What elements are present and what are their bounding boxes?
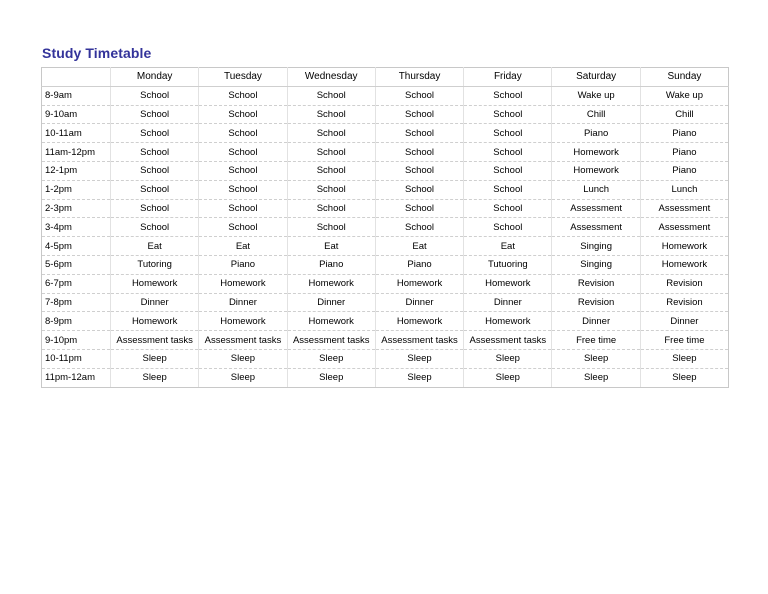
activity-cell: School [375,86,463,105]
activity-cell: Free time [552,331,640,350]
time-slot-cell: 3-4pm [42,218,111,237]
time-slot-cell: 10-11pm [42,349,111,368]
activity-cell: Sleep [375,349,463,368]
activity-cell: Lunch [640,180,728,199]
table-row [42,143,729,162]
time-slot-cell: 12-1pm [42,161,111,180]
activity-cell: Homework [552,161,640,180]
activity-cell: Dinner [464,293,552,312]
activity-cell: Piano [552,124,640,143]
activity-cell: School [287,105,375,124]
table-row [42,124,729,143]
activity-cell: School [111,180,199,199]
activity-cell: Dinner [199,293,287,312]
activity-cell: Dinner [640,312,728,331]
table-row [42,86,729,105]
activity-cell: Homework [464,274,552,293]
activity-cell: School [464,218,552,237]
activity-cell: School [375,218,463,237]
activity-cell: School [375,124,463,143]
activity-cell: Sleep [287,368,375,387]
activity-cell: Homework [375,274,463,293]
activity-cell: Homework [464,312,552,331]
activity-cell: Lunch [552,180,640,199]
activity-cell: Assessment [640,218,728,237]
activity-cell: Piano [199,255,287,274]
activity-cell: Sleep [375,368,463,387]
activity-cell: Homework [111,274,199,293]
activity-cell: Sleep [464,368,552,387]
activity-cell: Singing [552,237,640,256]
activity-cell: School [111,218,199,237]
activity-cell: School [375,143,463,162]
table-row [42,293,729,312]
activity-cell: Sleep [199,368,287,387]
activity-cell: Homework [640,255,728,274]
activity-cell: Eat [464,237,552,256]
table-row [42,180,729,199]
activity-cell: School [199,86,287,105]
activity-cell: Homework [375,312,463,331]
header-day-cell: Wednesday [287,68,375,87]
activity-cell: Assessment [552,199,640,218]
header-day-cell: Saturday [552,68,640,87]
activity-cell: Sleep [640,349,728,368]
activity-cell: School [464,143,552,162]
table-row [42,368,729,387]
activity-cell: Homework [199,274,287,293]
activity-cell: Piano [375,255,463,274]
header-day-cell: Tuesday [199,68,287,87]
activity-cell: Sleep [552,349,640,368]
table-row [42,237,729,256]
activity-cell: School [287,143,375,162]
activity-cell: Assessment tasks [199,331,287,350]
activity-cell: Chill [640,105,728,124]
activity-cell: School [287,199,375,218]
time-slot-cell: 9-10pm [42,331,111,350]
activity-cell: Piano [640,161,728,180]
activity-cell: School [199,199,287,218]
page-title: Study Timetable [42,45,152,61]
activity-cell: School [199,143,287,162]
activity-cell: Sleep [199,349,287,368]
activity-cell: Homework [111,312,199,331]
table-row [42,218,729,237]
activity-cell: Homework [552,143,640,162]
activity-cell: Eat [199,237,287,256]
time-slot-cell: 9-10am [42,105,111,124]
activity-cell: School [375,199,463,218]
activity-cell: School [464,86,552,105]
activity-cell: Tutoring [111,255,199,274]
header-day-cell: Sunday [640,68,728,87]
timetable [41,67,729,388]
activity-cell: Sleep [111,368,199,387]
time-slot-cell: 1-2pm [42,180,111,199]
table-row [42,349,729,368]
activity-cell: Eat [287,237,375,256]
activity-cell: Homework [287,274,375,293]
header-day-cell: Friday [464,68,552,87]
activity-cell: Revision [552,274,640,293]
activity-cell: School [199,105,287,124]
table-row [42,105,729,124]
activity-cell: Sleep [552,368,640,387]
activity-cell: Assessment tasks [375,331,463,350]
activity-cell: School [464,161,552,180]
activity-cell: School [199,161,287,180]
header-day-cell: Thursday [375,68,463,87]
activity-cell: School [111,86,199,105]
activity-cell: School [287,86,375,105]
activity-cell: Assessment tasks [287,331,375,350]
activity-cell: Dinner [287,293,375,312]
time-slot-cell: 2-3pm [42,199,111,218]
time-slot-cell: 8-9pm [42,312,111,331]
time-slot-cell: 4-5pm [42,237,111,256]
activity-cell: Assessment [552,218,640,237]
activity-cell: Assessment tasks [111,331,199,350]
activity-cell: School [287,124,375,143]
table-row [42,312,729,331]
activity-cell: School [199,218,287,237]
activity-cell: School [375,161,463,180]
time-slot-cell: 5-6pm [42,255,111,274]
time-slot-cell: 10-11am [42,124,111,143]
activity-cell: School [375,180,463,199]
activity-cell: Homework [640,237,728,256]
activity-cell: Sleep [111,349,199,368]
activity-cell: School [464,199,552,218]
activity-cell: School [111,124,199,143]
activity-cell: Wake up [640,86,728,105]
time-slot-cell: 7-8pm [42,293,111,312]
activity-cell: Eat [111,237,199,256]
activity-cell: Assessment tasks [464,331,552,350]
activity-cell: School [111,105,199,124]
header-row [42,68,729,87]
table-row [42,274,729,293]
activity-cell: Sleep [464,349,552,368]
activity-cell: Piano [287,255,375,274]
header-day-cell: Monday [111,68,199,87]
table-row [42,161,729,180]
activity-cell: Tutuoring [464,255,552,274]
activity-cell: Sleep [287,349,375,368]
activity-cell: School [111,161,199,180]
activity-cell: School [375,105,463,124]
activity-cell: School [464,105,552,124]
activity-cell: School [111,143,199,162]
activity-cell: Wake up [552,86,640,105]
activity-cell: School [464,124,552,143]
time-slot-cell: 8-9am [42,86,111,105]
activity-cell: School [287,161,375,180]
activity-cell: School [111,199,199,218]
activity-cell: Assessment [640,199,728,218]
header-corner-cell [42,68,111,87]
time-slot-cell: 6-7pm [42,274,111,293]
activity-cell: Eat [375,237,463,256]
activity-cell: Dinner [111,293,199,312]
activity-cell: Homework [199,312,287,331]
activity-cell: Revision [640,274,728,293]
timetable-body [42,68,729,388]
activity-cell: Piano [640,143,728,162]
table-row [42,255,729,274]
activity-cell: School [464,180,552,199]
activity-cell: School [287,218,375,237]
activity-cell: School [199,124,287,143]
activity-cell: Free time [640,331,728,350]
activity-cell: Sleep [640,368,728,387]
activity-cell: Dinner [375,293,463,312]
activity-cell: School [199,180,287,199]
activity-cell: Homework [287,312,375,331]
activity-cell: Revision [552,293,640,312]
activity-cell: Singing [552,255,640,274]
table-row [42,331,729,350]
activity-cell: Revision [640,293,728,312]
time-slot-cell: 11pm-12am [42,368,111,387]
activity-cell: School [287,180,375,199]
activity-cell: Chill [552,105,640,124]
table-row [42,199,729,218]
time-slot-cell: 11am-12pm [42,143,111,162]
activity-cell: Piano [640,124,728,143]
activity-cell: Dinner [552,312,640,331]
